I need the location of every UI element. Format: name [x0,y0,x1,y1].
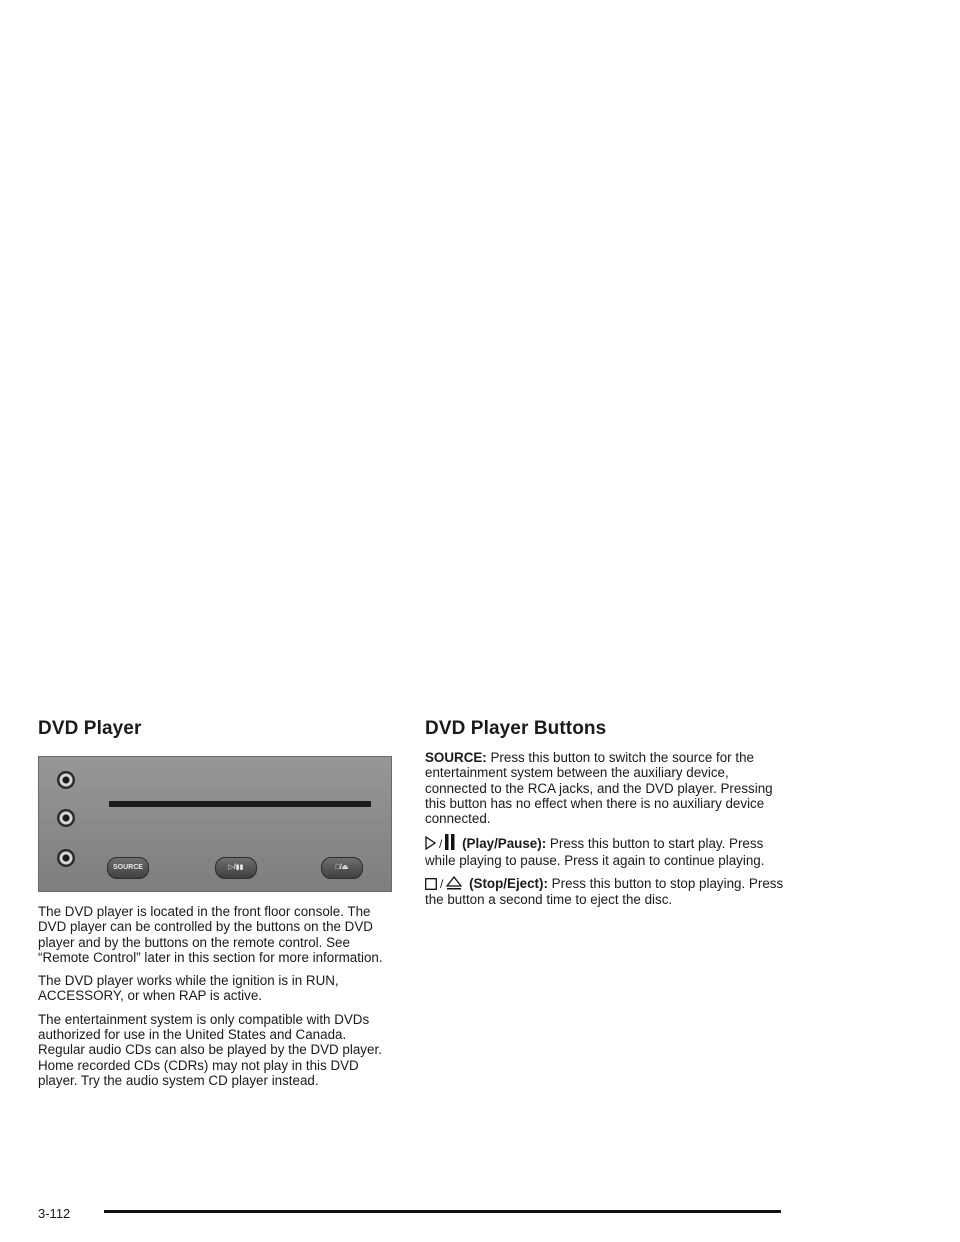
section-title-dvd-player-buttons: DVD Player Buttons [425,718,607,739]
stop-eject-text: Press this button to stop playing. Press the button a second time to eject the disc. [425,876,784,908]
play-pause-label: (Play/Pause): [462,836,547,852]
source-text: Press this button to switch the source for the entertainment system between the auxiliary device, connected to the RCA jacks, and the DVD player. Pressing this button has no effect when there is no auxiliary device connected. [425,750,773,827]
source-label: SOURCE: [425,750,487,765]
paragraph: The DVD player works while the ignition is in RUN, ACCESSORY, or when RAP is active. [38,973,339,1004]
eject-icon [446,876,462,890]
pause-icon [445,834,455,850]
panel-stop-eject-button: □/⏏ [321,857,363,879]
stop-eject-description [425,876,785,908]
slash: / [439,837,443,852]
stop-icon [425,878,437,890]
footer-rule [104,1210,781,1213]
dvd-player-panel-image [38,756,392,892]
section-title-dvd-player: DVD Player [38,718,142,739]
source-description [425,750,785,826]
disc-slot [109,801,371,807]
left-column [38,714,394,1096]
play-pause-description [425,834,785,868]
play-pause-text: Press this button to start play. Press while playing to pause. Press it again to continue playing. [425,836,765,868]
stop-eject-label: (Stop/Eject): [469,876,548,892]
panel-play-pause-button: ▷/▮▮ [215,857,257,879]
rca-jack-icon [57,849,75,867]
panel-source-button: SOURCE [107,857,149,879]
page-number: 3-112 [38,1206,71,1221]
play-icon [425,836,436,850]
right-column [425,714,785,916]
paragraph: The DVD player is located in the front floor console. The DVD player can be controlled by the buttons on the DVD player and by the buttons on the remote control. See “Remote Control” later in this section for more information. [38,904,383,965]
paragraph: The entertainment system is only compatible with DVDs authorized for use in the United States and Canada. Regular audio CDs can also be played by the DVD player. Home recorded CDs (CDRs) may not play in this DVD player. Try the audio system CD player instead. [38,1011,382,1088]
slash: / [440,877,444,892]
rca-jack-icon [57,809,75,827]
rca-jack-icon [57,771,75,789]
